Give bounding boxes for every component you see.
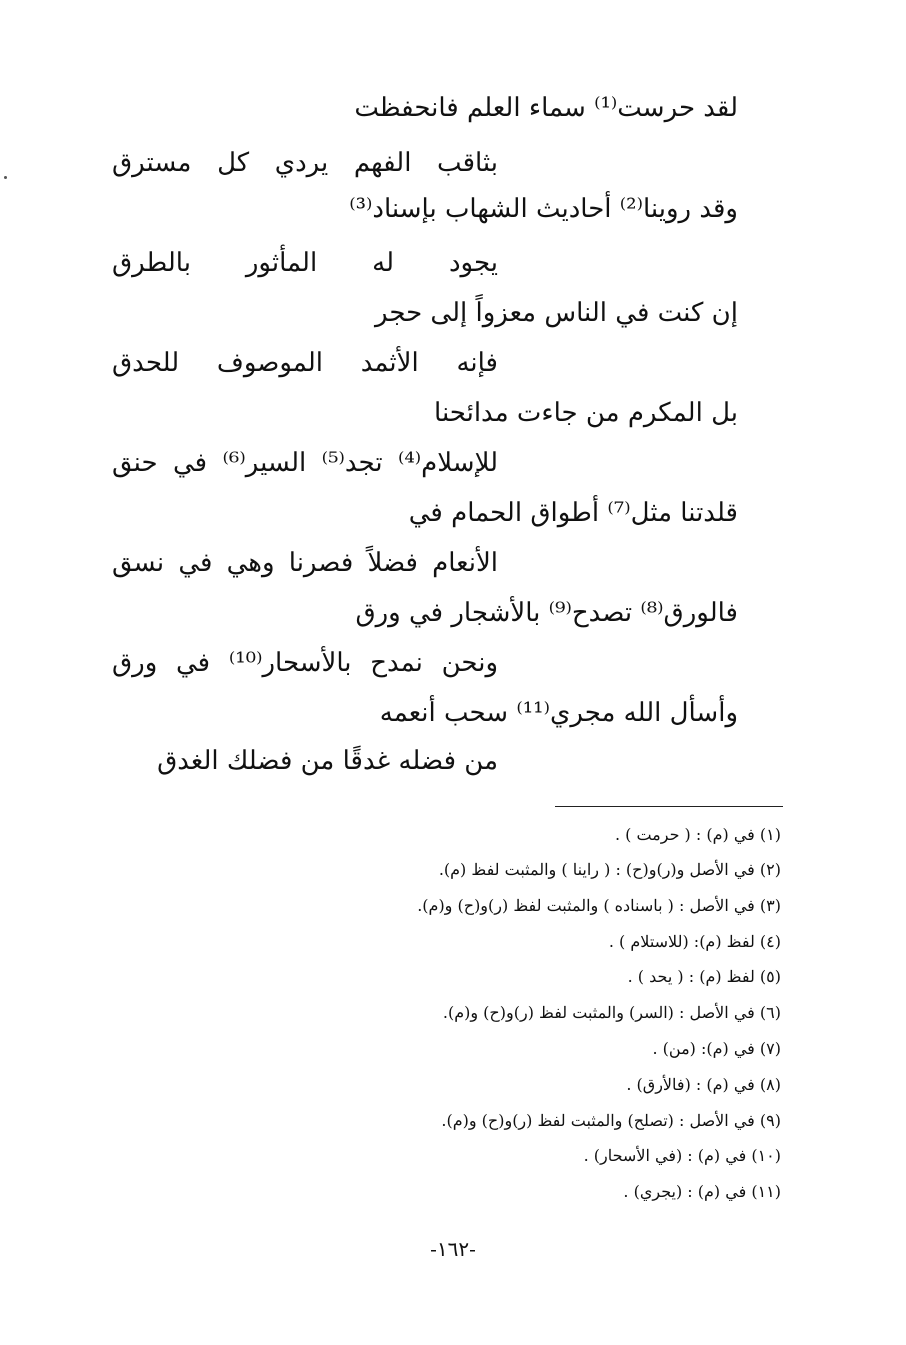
- footnote: (١٠) في (م) : (في الأسحار) .: [583, 1146, 781, 1165]
- page-number: -١٦٢-: [430, 1237, 476, 1261]
- verse-line: فالورق⁽⁸⁾ تصدح⁽⁹⁾ بالأشجار في ورق: [355, 598, 738, 628]
- footnote: (١١) في (م) : (يجري) .: [623, 1182, 781, 1201]
- verse-line: إن كنت في الناس معزواً إلى حجر: [374, 298, 738, 328]
- footnote-separator: [555, 806, 783, 807]
- footnote: (١) في (م) : ( حرمت ) .: [614, 825, 781, 844]
- footnote: (٥) لفظ (م) : ( يحد ) .: [627, 967, 781, 986]
- footnote: (٧) في (م): (من) .: [652, 1039, 781, 1058]
- verse-line: لقد حرست⁽¹⁾ سماء العلم فانحفظت: [354, 93, 738, 123]
- verse-line: بل المكرم من جاءت مدائحنا: [434, 398, 738, 428]
- margin-dot: [4, 176, 7, 179]
- verse-line: يجود له المأثور بالطرق: [112, 248, 498, 278]
- verse-line: بثاقب الفهم يردي كل مسترق: [112, 148, 498, 178]
- footnote: (٦) في الأصل : (السر) والمثبت لفظ (ر)و(ح) و(م).: [442, 1003, 781, 1022]
- verse-line: من فضله غدقًا من فضلك الغدق: [157, 746, 498, 776]
- verse-line: للإسلام⁽⁴⁾ تجد⁽⁵⁾ السير⁽⁶⁾ في حنق: [112, 448, 498, 478]
- verse-line: الأنعام فضلاً فصرنا وهي في نسق: [112, 548, 498, 578]
- footnote: (٣) في الأصل : ( باسناده ) والمثبت لفظ (ر)و(ح) و(م).: [417, 896, 781, 915]
- verse-line: ونحن نمدح بالأسحار⁽¹⁰⁾ في ورق: [112, 648, 498, 678]
- verse-line: وأسأل الله مجري⁽¹¹⁾ سحب أنعمه: [379, 698, 738, 728]
- verse-line: قلدتنا مثل⁽⁷⁾ أطواق الحمام في: [408, 498, 738, 528]
- footnote: (٤) لفظ (م): (للاستلام ) .: [608, 932, 781, 951]
- verse-line: وقد روينا⁽²⁾ أحاديث الشهاب بإسناد⁽³⁾: [349, 194, 738, 224]
- footnote: (٢) في الأصل و(ر)و(ح) : ( راينا ) والمثبت لفظ (م).: [438, 860, 781, 879]
- footnote: (٩) في الأصل : (تصلح) والمثبت لفظ (ر)و(ح) و(م).: [441, 1111, 781, 1130]
- verse-line: فإنه الأثمد الموصوف للحدق: [112, 348, 498, 378]
- footnote: (٨) في (م) : (فالأرق) .: [626, 1075, 781, 1094]
